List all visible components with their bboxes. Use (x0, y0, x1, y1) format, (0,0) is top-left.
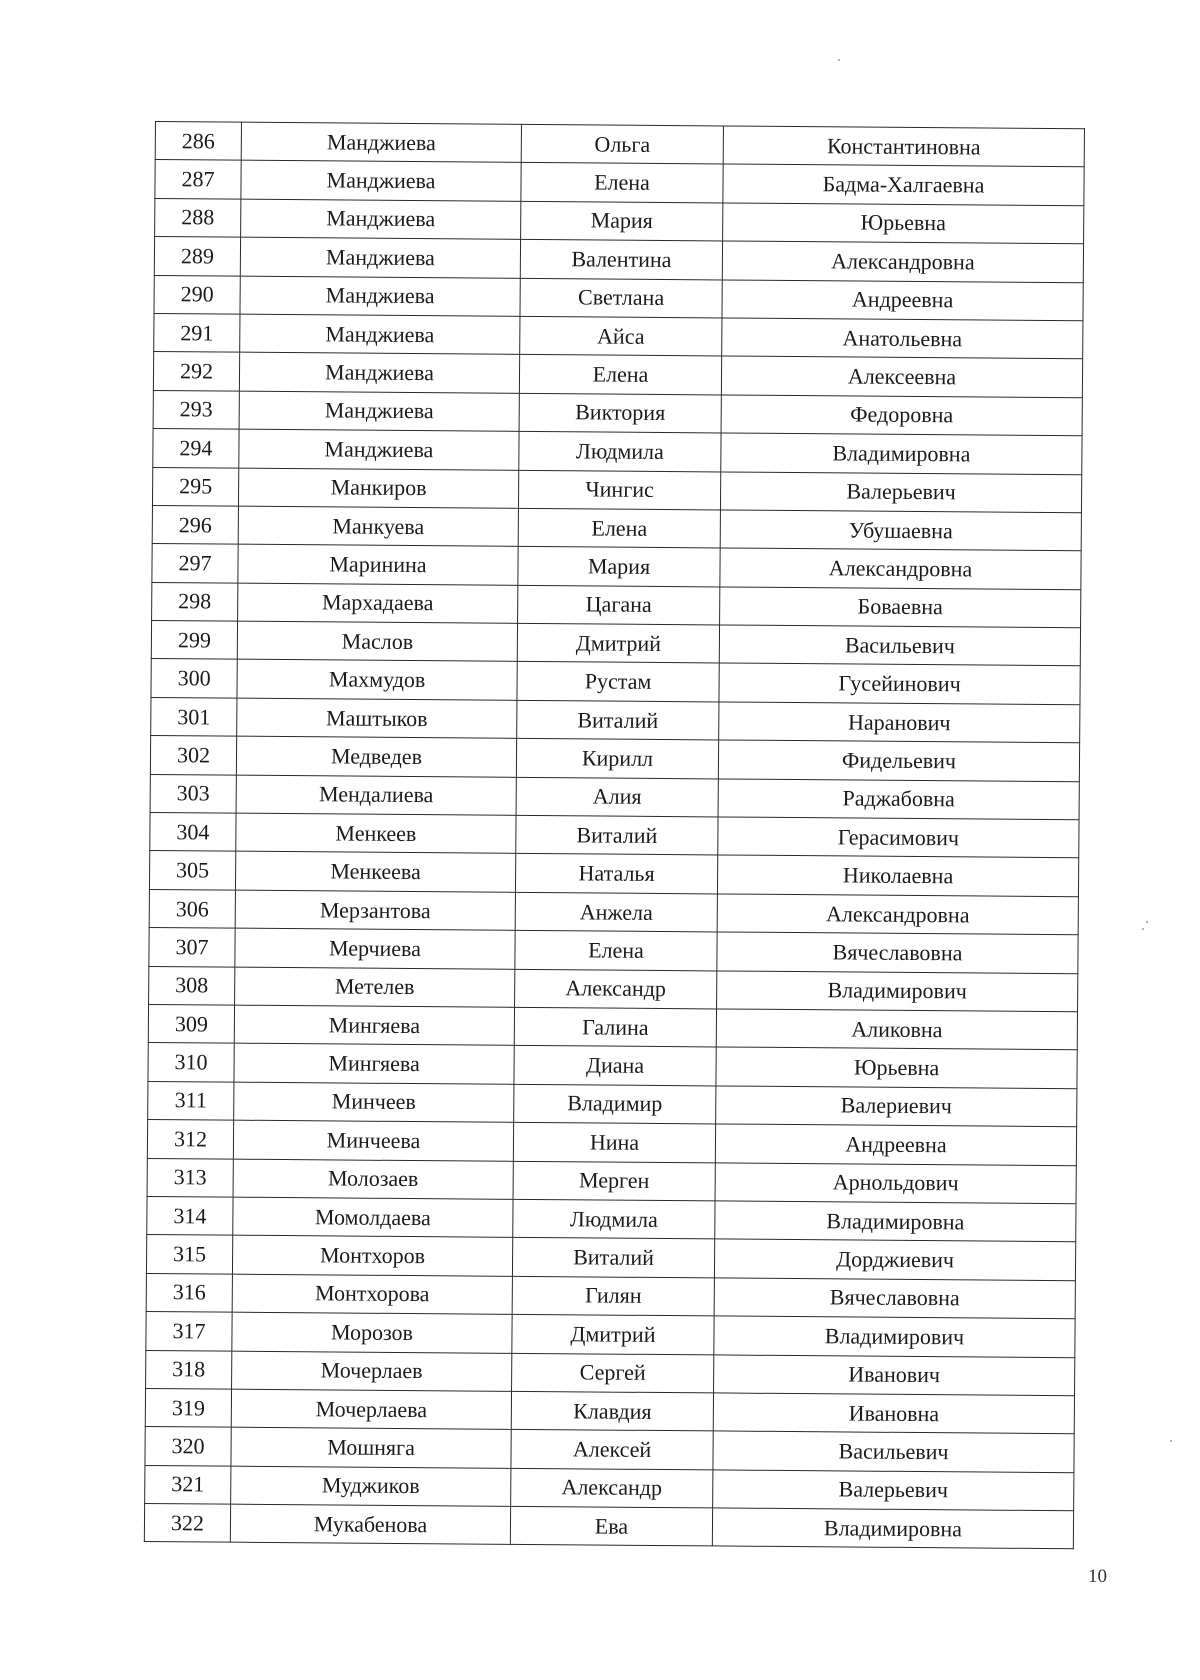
first-name-cell: Галина (514, 1007, 716, 1047)
row-number-cell: 309 (148, 1004, 234, 1043)
surname-cell: Манджиева (241, 199, 521, 240)
patronymic-cell: Вячеславовна (717, 932, 1078, 973)
first-name-cell: Цагана (518, 585, 720, 625)
surname-cell: Мошняга (231, 1427, 511, 1468)
first-name-cell: Ольга (521, 124, 723, 164)
surname-cell: Манджиева (239, 353, 519, 394)
surname-cell: Манджиева (240, 314, 520, 355)
row-number-cell: 297 (152, 544, 238, 583)
patronymic-cell: Андреевна (715, 1124, 1076, 1165)
patronymic-cell: Раджабовна (718, 779, 1079, 820)
patronymic-cell: Бадма-Халгаевна (723, 164, 1084, 205)
first-name-cell: Александр (511, 1468, 713, 1508)
first-name-cell: Елена (518, 508, 720, 548)
first-name-cell: Мария (518, 547, 720, 587)
row-number-cell: 301 (151, 697, 237, 736)
surname-cell: Манджиева (241, 122, 521, 163)
table-row (144, 1504, 1073, 1550)
row-number-cell: 314 (147, 1196, 233, 1235)
patronymic-cell: Гусейинович (719, 663, 1080, 704)
first-name-cell: Дмитрий (517, 623, 719, 663)
surname-cell: Мархадаева (238, 583, 518, 624)
patronymic-cell: Николаевна (717, 855, 1078, 896)
row-number-cell: 316 (146, 1273, 232, 1312)
surname-cell: Мукабенова (230, 1504, 510, 1545)
first-name-cell: Виталий (517, 700, 719, 740)
patronymic-cell: Герасимович (718, 817, 1079, 858)
patronymic-cell: Федоровна (721, 395, 1082, 436)
patronymic-cell: Наранович (719, 702, 1080, 743)
scan-speck (1170, 1440, 1172, 1442)
patronymic-cell: Андреевна (722, 280, 1083, 321)
first-name-cell: Виктория (519, 393, 721, 433)
surname-cell: Менкеева (235, 852, 515, 893)
first-name-cell: Елена (519, 355, 721, 395)
row-number-cell: 299 (151, 621, 237, 660)
row-number-cell: 292 (153, 352, 239, 391)
row-number-cell: 293 (153, 390, 239, 429)
row-number-cell: 322 (144, 1504, 230, 1543)
row-number-cell: 296 (152, 505, 238, 544)
surname-cell: Медведев (236, 736, 516, 777)
first-name-cell: Диана (514, 1046, 716, 1086)
row-number-cell: 302 (150, 736, 236, 775)
first-name-cell: Клавдия (511, 1391, 713, 1431)
surname-cell: Махмудов (237, 660, 517, 701)
surname-cell: Мерчиева (235, 928, 515, 969)
patronymic-cell: Арнольдович (715, 1162, 1076, 1203)
surname-cell: Минчеева (233, 1120, 513, 1161)
surname-cell: Мочерлаев (232, 1351, 512, 1392)
first-name-cell: Светлана (520, 278, 722, 318)
surname-cell: Манджиева (241, 161, 521, 202)
row-number-cell: 306 (149, 889, 235, 928)
surname-cell: Монтхоров (232, 1235, 512, 1276)
first-name-cell: Виталий (516, 815, 718, 855)
first-name-cell: Мария (521, 201, 723, 241)
first-name-cell: Александр (515, 969, 717, 1009)
first-name-cell: Валентина (520, 240, 722, 280)
patronymic-cell: Владимировна (715, 1201, 1076, 1242)
surname-cell: Муджиков (231, 1466, 511, 1507)
first-name-cell: Анжела (515, 892, 717, 932)
row-number-cell: 321 (145, 1465, 231, 1504)
row-number-cell: 291 (154, 313, 240, 352)
row-number-cell: 286 (155, 122, 241, 161)
scan-speck (1142, 928, 1144, 930)
surname-cell: Манджиева (239, 391, 519, 432)
row-number-cell: 289 (154, 237, 240, 276)
row-number-cell: 311 (148, 1081, 234, 1120)
patronymic-cell: Юрьевна (716, 1047, 1077, 1088)
page-number: 10 (1088, 1566, 1107, 1587)
row-number-cell: 308 (149, 966, 235, 1005)
row-number-cell: 303 (150, 774, 236, 813)
row-number-cell: 300 (151, 659, 237, 698)
first-name-cell: Рустам (517, 662, 719, 702)
surname-cell: Мендалиева (236, 775, 516, 816)
patronymic-cell: Владимирович (714, 1316, 1075, 1357)
row-number-cell: 318 (146, 1350, 232, 1389)
row-number-cell: 320 (145, 1427, 231, 1466)
surname-cell: Мингяева (234, 1005, 514, 1046)
surname-cell: Молозаев (233, 1159, 513, 1200)
patronymic-cell: Юрьевна (723, 203, 1084, 244)
patronymic-cell: Владимировна (712, 1508, 1073, 1549)
surname-cell: Маштыков (237, 698, 517, 739)
surname-cell: Манджиева (240, 276, 520, 317)
table-body (144, 122, 1084, 1550)
patronymic-cell: Васильевич (713, 1431, 1074, 1472)
patronymic-cell: Ивановна (713, 1393, 1074, 1434)
patronymic-cell: Константиновна (723, 126, 1084, 167)
surname-cell: Мерзантова (235, 890, 515, 931)
scan-speck (838, 59, 840, 61)
row-number-cell: 313 (147, 1158, 233, 1197)
first-name-cell: Нина (513, 1123, 715, 1163)
patronymic-cell: Владимирович (717, 971, 1078, 1012)
patronymic-cell: Васильевич (719, 625, 1080, 666)
surname-cell: Минчеев (234, 1082, 514, 1123)
first-name-cell: Наталья (515, 854, 717, 894)
patronymic-cell: Валерьевич (713, 1470, 1074, 1511)
first-name-cell: Владимир (514, 1084, 716, 1124)
first-name-cell: Чингис (518, 470, 720, 510)
row-number-cell: 295 (152, 467, 238, 506)
first-name-cell: Гилян (512, 1276, 714, 1316)
first-name-cell: Мерген (513, 1161, 715, 1201)
surname-cell: Морозов (232, 1312, 512, 1353)
first-name-cell: Сергей (512, 1353, 714, 1393)
patronymic-cell: Валерьевич (720, 471, 1081, 512)
patronymic-cell: Александровна (717, 894, 1078, 935)
surname-cell: Метелев (235, 967, 515, 1008)
row-number-cell: 305 (149, 851, 235, 890)
row-number-cell: 288 (155, 198, 241, 237)
surname-cell: Манджиева (239, 429, 519, 470)
row-number-cell: 319 (145, 1388, 231, 1427)
surname-cell: Мингяева (234, 1044, 514, 1085)
row-number-cell: 315 (146, 1235, 232, 1274)
row-number-cell: 312 (147, 1120, 233, 1159)
patronymic-cell: Анатольевна (722, 318, 1083, 359)
row-number-cell: 294 (153, 429, 239, 468)
surname-cell: Менкеев (236, 813, 516, 854)
first-name-cell: Дмитрий (512, 1314, 714, 1354)
row-number-cell: 298 (152, 582, 238, 621)
patronymic-cell: Алексеевна (721, 356, 1082, 397)
patronymic-cell: Дорджиевич (714, 1239, 1075, 1280)
patronymic-cell: Боваевна (720, 587, 1081, 628)
first-name-cell: Елена (515, 931, 717, 971)
patronymic-cell: Владимировна (721, 433, 1082, 474)
patronymic-cell: Иванович (714, 1354, 1075, 1395)
row-number-cell: 310 (148, 1043, 234, 1082)
patronymic-cell: Валериевич (716, 1086, 1077, 1127)
row-number-cell: 317 (146, 1312, 232, 1351)
scan-speck (1146, 921, 1148, 923)
first-name-cell: Алексей (511, 1430, 713, 1470)
surname-cell: Маслов (237, 621, 517, 662)
surname-cell: Мочерлаева (231, 1389, 511, 1430)
row-number-cell: 290 (154, 275, 240, 314)
patronymic-cell: Александровна (720, 548, 1081, 589)
first-name-cell: Ева (510, 1506, 712, 1546)
row-number-cell: 304 (150, 813, 236, 852)
first-name-cell: Людмила (519, 431, 721, 471)
surname-cell: Манкуева (238, 506, 518, 547)
first-name-cell: Айса (520, 316, 722, 356)
row-number-cell: 287 (155, 160, 241, 199)
surname-cell: Манкиров (238, 468, 518, 509)
patronymic-cell: Аликовна (716, 1009, 1077, 1050)
patronymic-cell: Вячеславовна (714, 1278, 1075, 1319)
patronymic-cell: Фидельевич (718, 740, 1079, 781)
first-name-cell: Людмила (513, 1199, 715, 1239)
first-name-cell: Алия (516, 777, 718, 817)
surname-cell: Момолдаева (233, 1197, 513, 1238)
names-table (144, 121, 1085, 1550)
patronymic-cell: Убушаевна (720, 510, 1081, 551)
first-name-cell: Виталий (512, 1238, 714, 1278)
surname-cell: Манджиева (240, 237, 520, 278)
surname-cell: Маринина (238, 544, 518, 585)
row-number-cell: 307 (149, 928, 235, 967)
first-name-cell: Елена (521, 163, 723, 203)
surname-cell: Монтхорова (232, 1274, 512, 1315)
first-name-cell: Кирилл (516, 739, 718, 779)
patronymic-cell: Александровна (722, 241, 1083, 282)
